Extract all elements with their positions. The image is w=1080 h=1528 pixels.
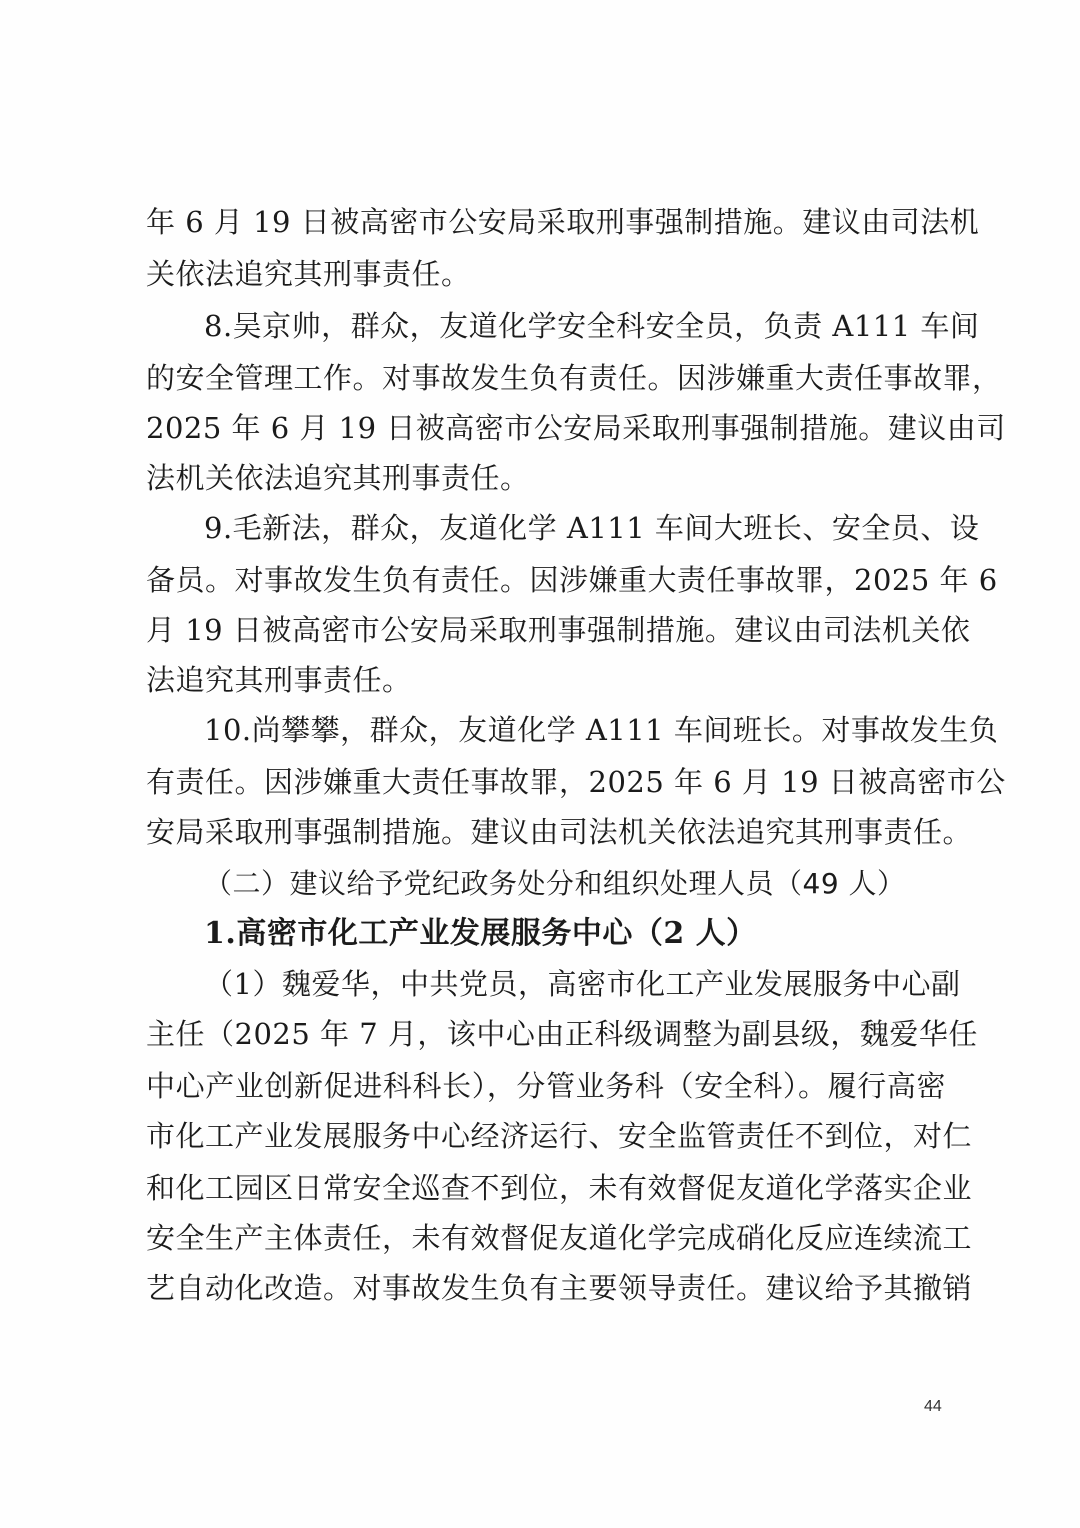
page-number: 44: [924, 1398, 942, 1415]
text-line: 8.吴京帅，群众，友道化学安全科安全员，负责 A111 车间: [204, 309, 980, 343]
text-line: 法追究其刑事责任。: [146, 663, 412, 697]
section-heading: （二）建议给予党纪政务处分和组织处理人员（49 人）: [204, 867, 906, 900]
text-line: 年 6 月 19 日被高密市公安局采取刑事强制措施。建议由司法机: [146, 205, 980, 239]
text-line: 主任（2025 年 7 月，该中心由正科级调整为副县级，魏爱华任: [146, 1017, 978, 1051]
text-line: 艺自动化改造。对事故发生负有主要领导责任。建议给予其撤销: [146, 1271, 973, 1305]
text-line: 月 19 日被高密市公安局采取刑事强制措施。建议由司法机关依: [146, 613, 971, 647]
text-line: 关依法追究其刑事责任。: [146, 257, 471, 291]
text-line: 安全生产主体责任，未有效督促友道化学完成硝化反应连续流工: [146, 1221, 973, 1255]
text-line: 备员。对事故发生负有责任。因涉嫌重大责任事故罪，2025 年 6: [146, 563, 998, 597]
text-line: 有责任。因涉嫌重大责任事故罪，2025 年 6 月 19 日被高密市公: [146, 765, 1006, 799]
text-line: 2025 年 6 月 19 日被高密市公安局采取刑事强制措施。建议由司: [146, 411, 1006, 445]
text-line: 安局采取刑事强制措施。建议由司法机关依法追究其刑事责任。: [146, 815, 973, 849]
text-line: 和化工园区日常安全巡查不到位，未有效督促友道化学落实企业: [146, 1171, 973, 1205]
text-line: （1）魏爱华，中共党员，高密市化工产业发展服务中心副: [204, 967, 961, 1001]
text-line: 法机关依法追究其刑事责任。: [146, 461, 530, 495]
subsection-heading: 1.高密市化工产业发展服务中心（2 人）: [204, 916, 757, 951]
text-line: 市化工产业发展服务中心经济运行、安全监管责任不到位，对仁: [146, 1119, 973, 1153]
text-line: 中心产业创新促进科科长），分管业务科（安全科）。履行高密: [146, 1069, 946, 1103]
text-line: 10.尚攀攀，群众，友道化学 A111 车间班长。对事故发生负: [204, 713, 999, 747]
text-line: 的安全管理工作。对事故发生负有责任。因涉嫌重大责任事故罪，: [146, 361, 1002, 395]
text-line: 9.毛新法，群众，友道化学 A111 车间大班长、安全员、设: [204, 511, 980, 545]
